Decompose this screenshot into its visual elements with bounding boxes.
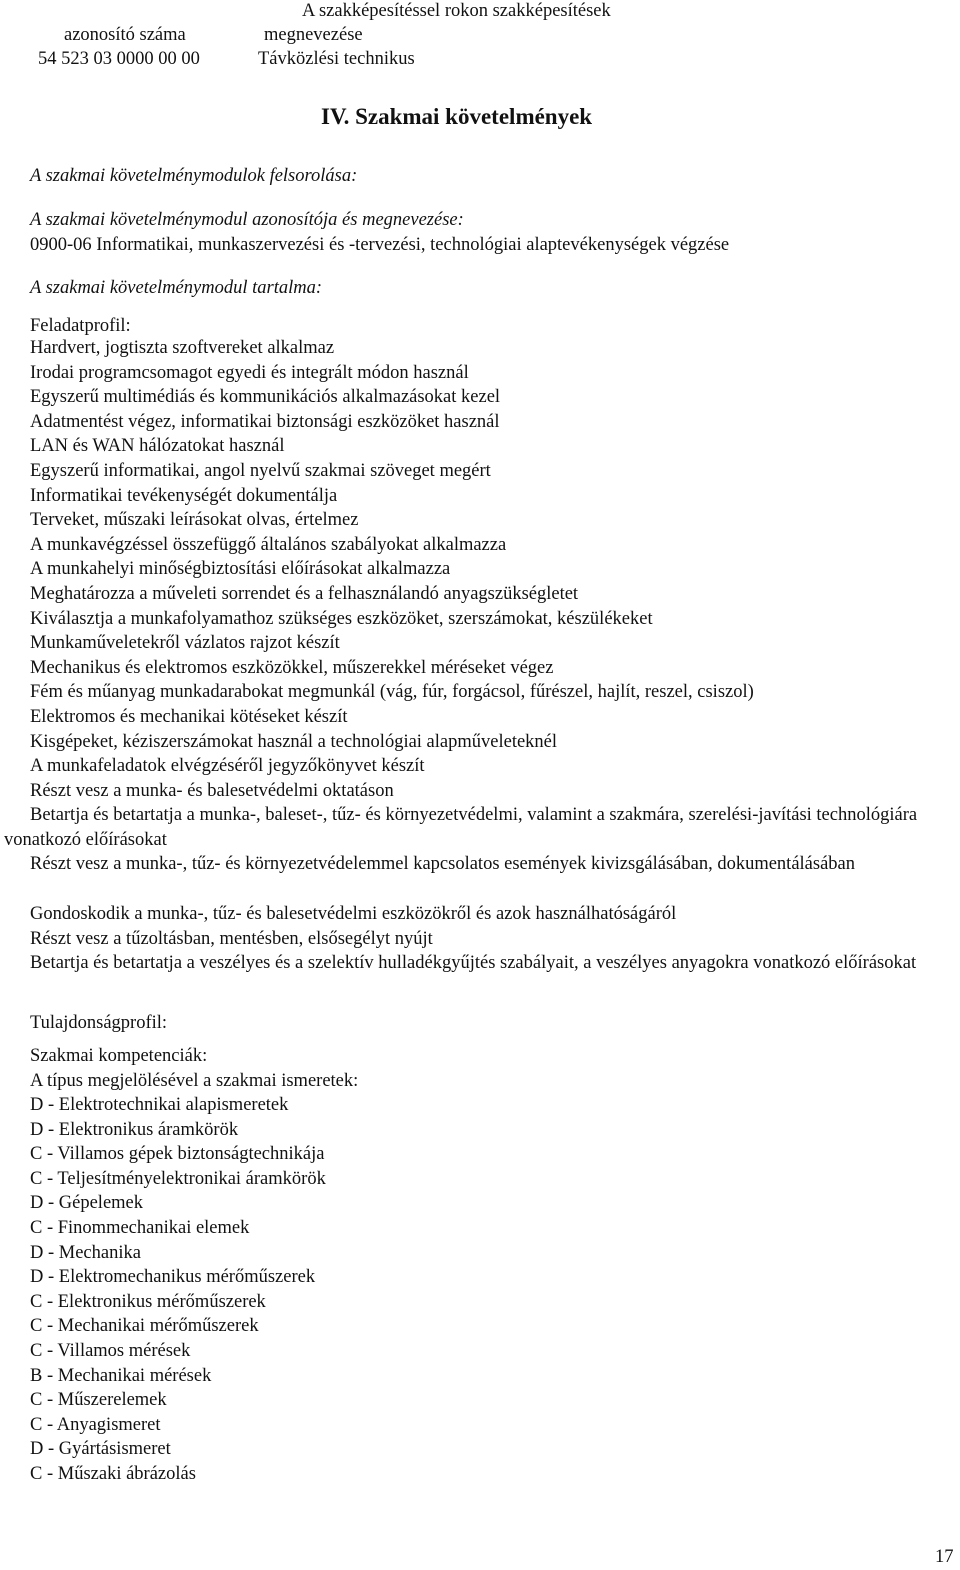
list-item: D - Mechanika xyxy=(30,1242,141,1263)
list-item: D - Gyártásismeret xyxy=(30,1439,171,1460)
firefighting-line: Részt vesz a tűzoltásban, mentésben, elsősegélyt nyújt xyxy=(30,929,433,949)
list-item: C - Finommechanikai elemek xyxy=(30,1217,250,1238)
list-item: C - Műszerelemek xyxy=(30,1390,167,1411)
list-item: LAN és WAN hálózatokat használ xyxy=(30,436,285,457)
knowledge-list xyxy=(30,1093,326,1487)
list-item: Terveket, műszaki leírásokat olvas, értelmez xyxy=(30,510,359,531)
header-name-label: megnevezése xyxy=(264,25,363,45)
task-list xyxy=(30,336,754,803)
list-item: C - Villamos gépek biztonságtechnikája xyxy=(30,1144,325,1165)
list-item: Mechanikus és elektromos eszközökkel, műszerekkel méréseket végez xyxy=(30,657,554,678)
tools-line: Gondoskodik a munka-, tűz- és balesetvédelmi eszközökről és azok használhatóságáról xyxy=(30,904,677,924)
header-name-value: Távközlési technikus xyxy=(258,49,415,69)
list-item: Munkaműveletekről vázlatos rajzot készít xyxy=(30,633,340,654)
list-item: D - Elektromechanikus mérőműszerek xyxy=(30,1267,316,1288)
header-id-value: 54 523 03 0000 00 00 xyxy=(38,49,200,69)
list-item: C - Elektronikus mérőműszerek xyxy=(30,1291,266,1312)
list-item: C - Mechanikai mérőműszerek xyxy=(30,1316,259,1337)
list-item: Egyszerű multimédiás és kommunikációs alkalmazásokat kezel xyxy=(30,387,501,408)
waste-paragraph: Betartja és betartatja a veszélyes és a szelektív hulladékgyűjtés szabályait, a veszélyes anyagokra vonatkozó előírásokat xyxy=(30,953,917,973)
list-item: A munkavégzéssel összefüggő általános szabályokat alkalmazza xyxy=(30,534,507,555)
module-id-label: A szakmai követelménymodul azonosítója és megnevezése: xyxy=(30,210,464,230)
list-item: Fém és műanyag munkadarabokat megmunkál (vág, fúr, forgácsol, fűrészel, hajlít, reszel, csiszol) xyxy=(30,682,754,703)
list-item: B - Mechanikai mérések xyxy=(30,1365,212,1386)
list-item: D - Elektronikus áramkörök xyxy=(30,1119,239,1140)
list-item: A munkafeladatok elvégzéséről jegyzőkönyvet készít xyxy=(30,756,425,777)
property-profile-label: Tulajdonságprofil: xyxy=(30,1013,168,1033)
list-item: C - Villamos mérések xyxy=(30,1340,191,1361)
list-item: C - Teljesítményelektronikai áramkörök xyxy=(30,1168,326,1189)
knowledge-label: A típus megjelölésével a szakmai ismeretek: xyxy=(30,1071,359,1091)
list-item: Meghatározza a műveleti sorrendet és a felhasználandó anyagszükségletet xyxy=(30,583,579,604)
list-item: Hardvert, jogtiszta szoftvereket alkalmaz xyxy=(30,338,335,358)
task-profile-label: Feladatprofil: xyxy=(30,316,131,336)
page-number: 17 xyxy=(935,1547,954,1567)
safety-paragraph: Betartja és betartatja a munka-, baleset-, tűz- és környezetvédelmi, valamint a szakmára, szerelési-javítási technológiára vonatkozó előírásokat xyxy=(4,805,918,850)
competences-label: Szakmai kompetenciák: xyxy=(30,1046,208,1066)
list-item: Informatikai tevékenységét dokumentálja xyxy=(30,485,338,506)
modules-list-label: A szakmai követelménymodulok felsorolása: xyxy=(30,166,358,186)
header-related-qualifications: A szakképesítéssel rokon szakképesítések xyxy=(302,1,611,21)
list-item: Adatmentést végez, informatikai biztonsági eszközöket használ xyxy=(30,411,500,432)
module-content-label: A szakmai követelménymodul tartalma: xyxy=(30,278,322,298)
list-item: D - Gépelemek xyxy=(30,1193,144,1214)
list-item: Részt vesz a munka- és balesetvédelmi oktatáson xyxy=(30,780,394,801)
list-item: A munkahelyi minőségbiztosítási előírásokat alkalmazza xyxy=(30,559,451,580)
investigation-paragraph: Részt vesz a munka-, tűz- és környezetvédelemmel kapcsolatos események kivizsgálásában, dokumentálásában xyxy=(30,854,856,874)
list-item: C - Műszaki ábrázolás xyxy=(30,1463,196,1484)
page-title: IV. Szakmai követelmények xyxy=(321,104,593,129)
list-item: Irodai programcsomagot egyedi és integrált módon használ xyxy=(30,362,469,383)
list-item: C - Anyagismeret xyxy=(30,1414,161,1435)
list-item: Kiválasztja a munkafolyamathoz szükséges eszközöket, szerszámokat, készülékeket xyxy=(30,608,653,629)
header-id-label: azonosító száma xyxy=(64,25,186,45)
list-item: Kisgépeket, kéziszerszámokat használ a technológiai alapműveleteknél xyxy=(30,731,558,752)
module-name: 0900-06 Informatikai, munkaszervezési és -tervezési, technológiai alaptevékenységek végzése xyxy=(30,235,730,255)
list-item: Egyszerű informatikai, angol nyelvű szakmai szöveget megért xyxy=(30,460,491,481)
list-item: D - Elektrotechnikai alapismeretek xyxy=(30,1095,289,1115)
list-item: Elektromos és mechanikai kötéseket készít xyxy=(30,706,348,727)
